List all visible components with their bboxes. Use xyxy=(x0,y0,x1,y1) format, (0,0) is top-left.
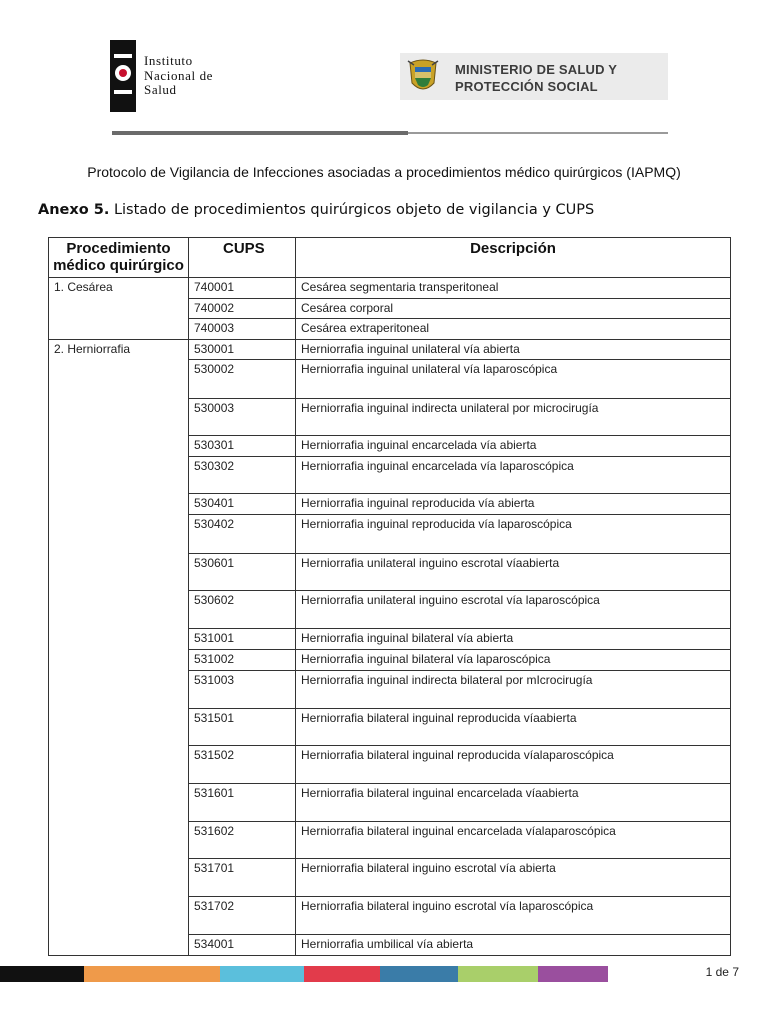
description-cell: Herniorrafia bilateral inguinal reproducida víalaparoscópica xyxy=(296,746,731,784)
description-cell: Herniorrafia inguinal encarcelada vía abierta xyxy=(296,436,731,457)
ins-logo-line2: Nacional de xyxy=(144,67,214,83)
description-cell: Herniorrafia inguinal bilateral vía laparoscópica xyxy=(296,650,731,671)
cups-code-cell: 531602 xyxy=(189,822,296,859)
annex-title: Listado de procedimientos quirúrgicos objeto de vigilancia y CUPS xyxy=(109,202,595,218)
cups-code-cell: 530002 xyxy=(189,360,296,399)
header-divider-light xyxy=(408,132,668,134)
ministry-logo-text xyxy=(455,61,617,95)
cups-code-cell: 531701 xyxy=(189,859,296,897)
footer-color-stripe xyxy=(0,966,608,982)
description-cell: Herniorrafia bilateral inguino escrotal vía laparoscópica xyxy=(296,897,731,935)
cups-code-cell: 740003 xyxy=(189,319,296,340)
description-cell: Herniorrafia bilateral inguinal encarcelada víalaparoscópica xyxy=(296,822,731,859)
ins-logo-line3: Salud xyxy=(144,82,177,97)
procedures-table-body xyxy=(49,278,731,956)
footer-stripe-segment xyxy=(84,966,220,982)
ins-emblem-icon xyxy=(110,40,136,112)
cups-code-cell: 740002 xyxy=(189,299,296,319)
cups-code-cell: 530001 xyxy=(189,340,296,360)
description-cell: Herniorrafia bilateral inguinal encarcelada víaabierta xyxy=(296,784,731,822)
description-cell: Cesárea extraperitoneal xyxy=(296,319,731,340)
annex-label: Anexo 5. xyxy=(38,202,110,218)
ministry-logo xyxy=(400,53,668,100)
table-row xyxy=(49,340,731,360)
cups-code-cell: 531002 xyxy=(189,650,296,671)
description-cell: Herniorrafia umbilical vía abierta xyxy=(296,935,731,956)
cups-code-cell: 531001 xyxy=(189,629,296,650)
page-number: 1 de 7 xyxy=(705,965,739,979)
document-title: Protocolo de Vigilancia de Infecciones asociadas a procedimientos médico quirúrgicos (IAPMQ) xyxy=(87,164,681,180)
page-header xyxy=(0,0,768,150)
description-cell: Herniorrafia unilateral inguino escrotal víaabierta xyxy=(296,554,731,591)
cups-code-cell: 530602 xyxy=(189,591,296,629)
header-description: Descripción xyxy=(296,238,731,278)
footer-stripe-segment xyxy=(458,966,538,982)
header-cups: CUPS xyxy=(189,238,296,278)
procedures-table xyxy=(48,237,731,956)
annex-heading xyxy=(38,202,594,218)
description-cell: Herniorrafia inguinal unilateral vía laparoscópica xyxy=(296,360,731,399)
cups-code-cell: 531702 xyxy=(189,897,296,935)
description-cell: Cesárea segmentaria transperitoneal xyxy=(296,278,731,299)
footer-stripe-segment xyxy=(0,966,84,982)
cups-code-cell: 530302 xyxy=(189,457,296,494)
cups-code-cell: 534001 xyxy=(189,935,296,956)
cups-code-cell: 531501 xyxy=(189,709,296,746)
table-row xyxy=(49,278,731,299)
cups-code-cell: 530601 xyxy=(189,554,296,591)
cups-code-cell: 530301 xyxy=(189,436,296,457)
cups-code-cell: 740001 xyxy=(189,278,296,299)
description-cell: Herniorrafia bilateral inguino escrotal vía abierta xyxy=(296,859,731,897)
description-cell: Herniorrafia inguinal encarcelada vía laparoscópica xyxy=(296,457,731,494)
cups-code-cell: 530402 xyxy=(189,515,296,554)
ministry-line1: MINISTERIO DE SALUD Y xyxy=(455,62,618,77)
cups-code-cell: 531502 xyxy=(189,746,296,784)
description-cell: Herniorrafia bilateral inguinal reproducida víaabierta xyxy=(296,709,731,746)
procedure-cell: 1. Cesárea xyxy=(49,278,189,340)
description-cell: Herniorrafia inguinal indirecta bilateral por mIcrocirugía xyxy=(296,671,731,709)
footer-stripe-segment xyxy=(304,966,380,982)
cups-code-cell: 531003 xyxy=(189,671,296,709)
ins-logo-line1: Instituto xyxy=(144,53,193,68)
header-procedure: Procedimiento médico quirúrgico xyxy=(49,238,189,278)
colombia-coat-of-arms-icon xyxy=(406,57,440,97)
footer-stripe-segment xyxy=(380,966,458,982)
ins-logo xyxy=(110,40,240,112)
procedure-cell: 2. Herniorrafia xyxy=(49,340,189,956)
description-cell: Herniorrafia inguinal unilateral vía abierta xyxy=(296,340,731,360)
description-cell: Cesárea corporal xyxy=(296,299,731,319)
cups-code-cell: 530003 xyxy=(189,399,296,436)
ministry-line2: PROTECCIÓN SOCIAL xyxy=(455,79,598,94)
ins-logo-text xyxy=(144,54,213,98)
cups-code-cell: 531601 xyxy=(189,784,296,822)
description-cell: Herniorrafia inguinal indirecta unilateral por microcirugía xyxy=(296,399,731,436)
footer-stripe-segment xyxy=(220,966,304,982)
table-header-row xyxy=(49,238,731,278)
footer-stripe-segment xyxy=(538,966,608,982)
description-cell: Herniorrafia inguinal reproducida vía laparoscópica xyxy=(296,515,731,554)
description-cell: Herniorrafia unilateral inguino escrotal vía laparoscópica xyxy=(296,591,731,629)
header-divider-dark xyxy=(112,131,408,135)
description-cell: Herniorrafia inguinal reproducida vía abierta xyxy=(296,494,731,515)
cups-code-cell: 530401 xyxy=(189,494,296,515)
description-cell: Herniorrafia inguinal bilateral vía abierta xyxy=(296,629,731,650)
